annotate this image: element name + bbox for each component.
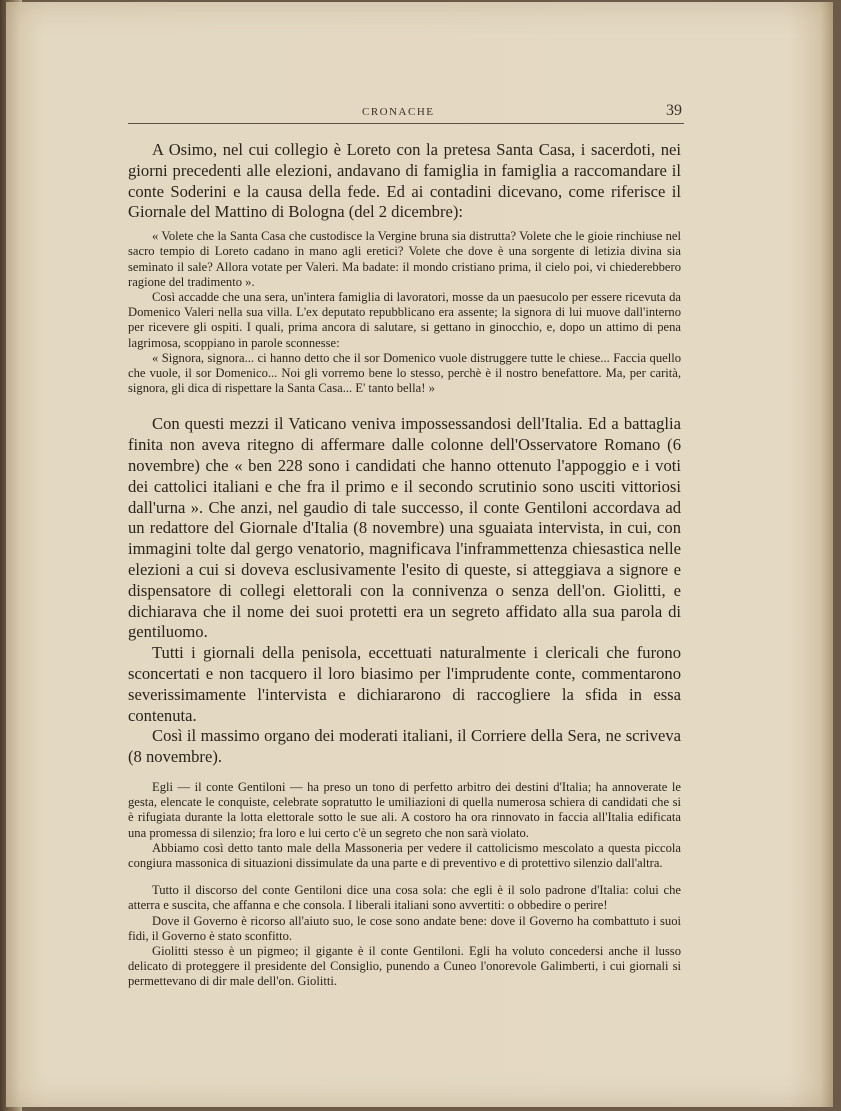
quote-paragraph: Giolitti stesso è un pigmeo; il gigante è il conte Gentiloni. Egli ha voluto concedersi anche il lusso delicato di proteggere il presidente del Consiglio, punendo a Cuneo l'onorevole Galimberti, i cui giornali si permettevano di dir male dell'on. Giolitti. [128, 944, 681, 989]
quote-paragraph: « Signora, signora... ci hanno detto che il sor Domenico vuole distruggere tutte le chiese... Faccia quello che vuole, il sor Domenico... Noi gli vorremo bene lo stesso, perchè è il nostro benefattore. Ma, per carità, signora, gli dica di rispettare la Santa Casa... E' tanto bella! » [128, 350, 681, 396]
paragraph: Così il massimo organo dei moderati italiani, il Corriere della Sera, ne scriveva (8 novembre). [128, 726, 681, 767]
page-number: 39 [666, 102, 682, 119]
quote-paragraph: Abbiamo così detto tanto male della Massoneria per vedere il cattolicismo mescolato a questa piccola congiura massonica di situazioni dissimulate da una parte e di preventivo e di protettivo silenzio dall'altra. [128, 840, 681, 870]
paragraph: Tutti i giornali della penisola, eccettuati naturalmente i clericali che furono sconcertati e non tacquero il loro biasimo per l'imprudente conte, commentarono severissimamente l'intervista e dichiararono di raccogliere la sfida in essa contenuta. [128, 643, 681, 725]
quote-paragraph: Tutto il discorso del conte Gentiloni dice una cosa sola: che egli è il solo padrone d'Italia: colui che atterra e suscita, che affanna e che consola. I liberali italiani sono avvertiti: o obbedire o perire! [128, 883, 681, 913]
quote-paragraph: Così accadde che una sera, un'intera famiglia di lavoratori, mosse da un paesucolo per essere ricevuta da Domenico Valeri nella sua villa. L'ex deputato repubblicano era assente; la signora di lui muove dall'interno per ricevere gli ospiti. I quali, prima ancora di salutare, si gettano in ginocchio, e, dopo un attimo di pena lagrimosa, scoppiano in parole sconnesse: [128, 290, 681, 350]
quote-paragraph: « Volete che la Santa Casa che custodisce la Vergine bruna sia distrutta? Volete che le gioie rinchiuse nel sacro tempio di Loreto cadano in mano agli eretici? Volete che dove è una sorgente di letizia divina sia seminato il sale? Allora votate per Valeri. Ma badate: il mondo cristiano prima, il cielo poi, vi chiederebbero ragione del tradimento ». [128, 229, 681, 289]
running-head: CRONACHE [362, 106, 435, 118]
page-body [128, 140, 681, 990]
quote-paragraph: Egli — il conte Gentiloni — ha preso un tono di perfetto arbitro dei destini d'Italia; ha annoverate le gesta, elencate le conquiste, celebrate sopratutto le umiliazioni di quella numerosa schiera di candidati che si è rifugiata durante la lotta elettorale sotto le sue ali. A costoro ha ora rinnovato in faccia all'Italia edificata una promessa di silenzio; fra loro e lui certo c'è un segreto che non sarà violato. [128, 779, 681, 840]
header-rule [128, 123, 684, 124]
paragraph: A Osimo, nel cui collegio è Loreto con la pretesa Santa Casa, i sacerdoti, nei giorni precedenti alle elezioni, andavano di famiglia in famiglia a raccomandare il conte Soderini e la causa della fede. Ed ai contadini dicevano, come riferisce il Giornale del Mattino di Bologna (del 2 dicembre): [128, 140, 681, 222]
quote-paragraph: Dove il Governo è ricorso all'aiuto suo, le cose sono andate bene: dove il Governo ha combattuto i suoi fidi, il Governo è stato sconfitto. [128, 913, 681, 943]
page-header [128, 102, 684, 124]
paragraph: Con questi mezzi il Vaticano veniva impossessandosi dell'Italia. Ed a battaglia finita non aveva ritegno di affermare dalle colonne dell'Osservatore Romano (6 novembre) che « ben 228 sono i candidati che hanno ottenuto l'appoggio e i voti dei cattolici italiani e che fra il primo e il secondo scrutinio sono usciti vittoriosi dall'urna ». Che anzi, nel gaudio di tale successo, il conte Gentiloni accordava ad un redattore del Giornale d'Italia (8 novembre) una sguaiata intervista, in cui, con immagini tolte dal gergo venatorio, magnificava l'inframmettenza chiesastica nelle elezioni a cui si doveva esclusivamente l'esito di queste, si atteggiava a signore e dispensatore di collegi elettorali con la connivenza o senza dell'on. Giolitti, e dichiarava che il nome dei suoi protetti era un segreto affidato alla sua parola di gentiluomo. [128, 414, 681, 642]
